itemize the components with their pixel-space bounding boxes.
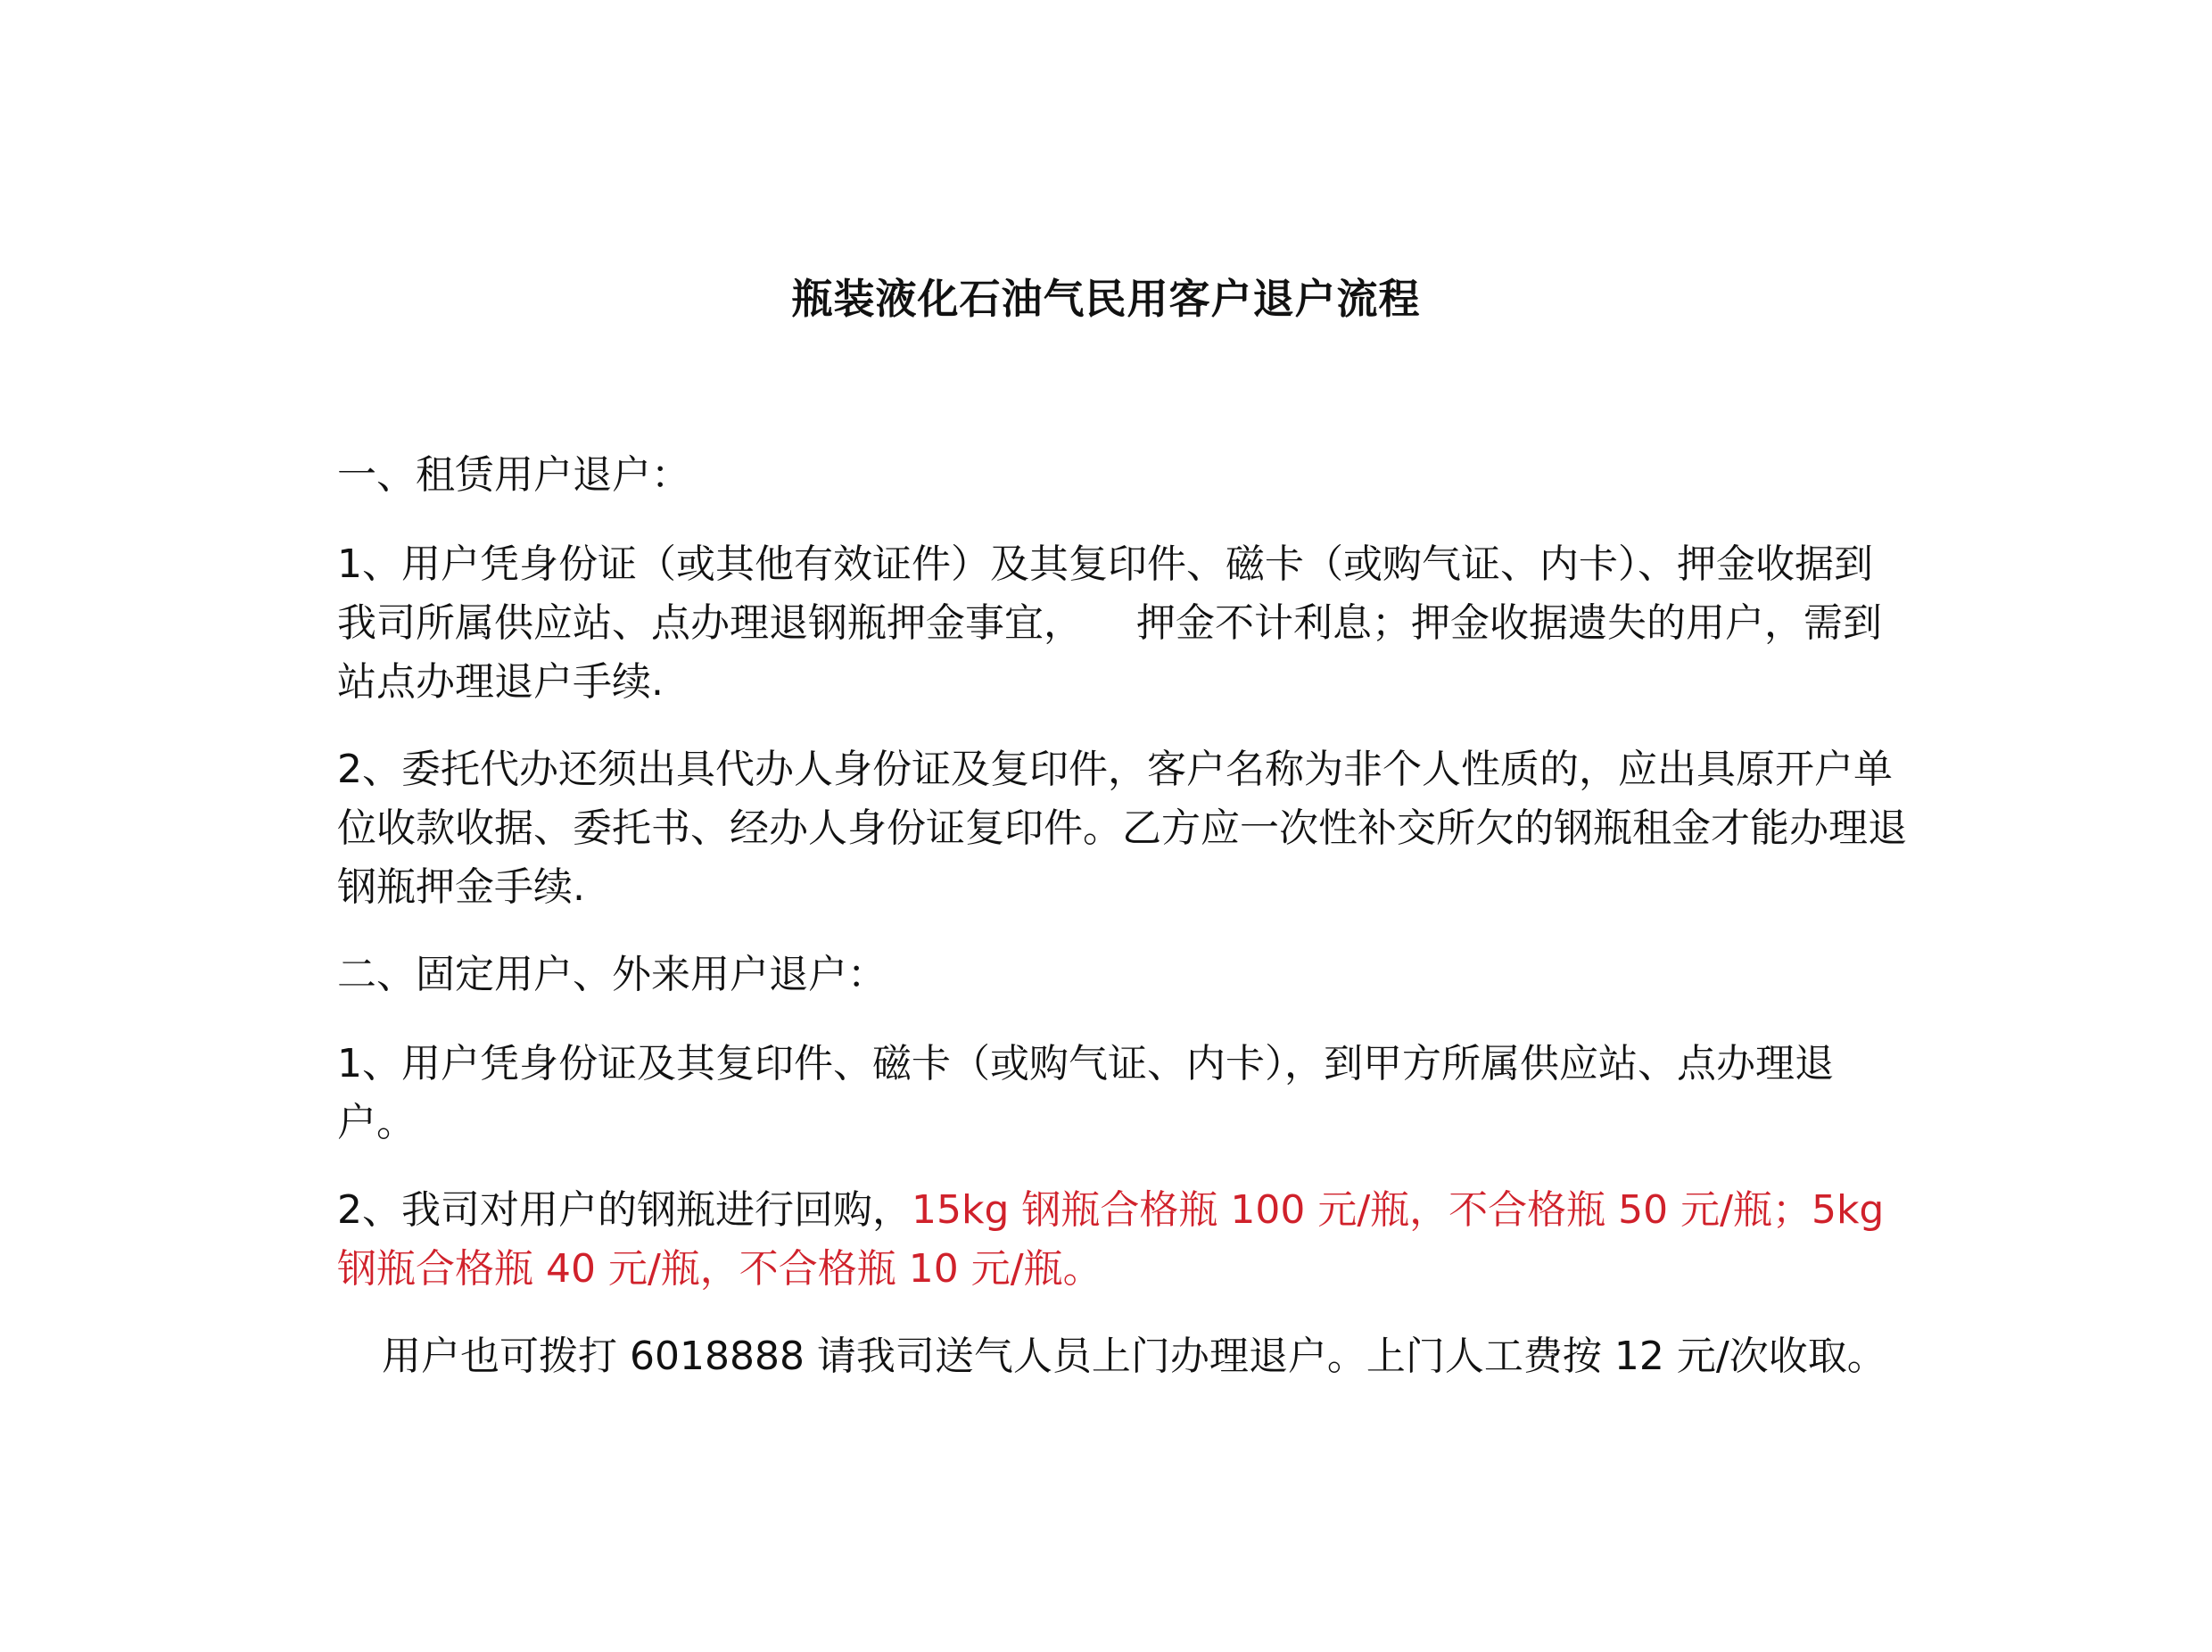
document-title: 瓶装液化石油气民用客户退户流程 [791, 275, 1421, 323]
section2-item2 [337, 1181, 1907, 1299]
section2-item1: 1、用户凭身份证及其复印件、磁卡（或购气证、内卡），到甲方所属供应站、点办理退户。 [337, 1041, 1834, 1145]
section2-item2-prefix: 2、我司对用户的钢瓶进行回购， [337, 1187, 912, 1233]
section1-item1-text-a: 1、用户凭身份证（或其他有效证件）及其复印件、磁卡（或购气证、内卡）、押金收据到我司所属供应站、点办理退钢瓶押金事宜， [337, 541, 1873, 646]
section1-item2: 2、委托代办还须出具代办人身份证及复印件，客户名称为非个人性质的，应出具原开户单位收款收据、委托书、经办人身份证复印件。乙方应一次性补交所欠的钢瓶租金才能办理退钢瓶押金手续. [337, 747, 1907, 910]
section2-heading: 二、固定用户、外来用户退户： [337, 952, 887, 997]
section1-item1-text-b: 押金不计利息；押金收据遗失的用户，需到站点办理退户手续. [337, 600, 1882, 705]
service-note [337, 1327, 1907, 1386]
document-body [337, 446, 1907, 1415]
buyback-price-text: 15kg 钢瓶合格瓶 100 元/瓶，不合格瓶 50 元/瓶；5kg 钢瓶合格瓶 40 元/瓶，不合格瓶 10 元/瓶。 [337, 1187, 1885, 1292]
service-note-text: 用户也可拨打 6018888 请我司送气人员上门办理退户。上门人工费按 12 元/次收取。 [382, 1334, 1886, 1379]
section1-heading: 一、租赁用户退户： [337, 452, 690, 498]
section1-item1 [337, 535, 1907, 712]
